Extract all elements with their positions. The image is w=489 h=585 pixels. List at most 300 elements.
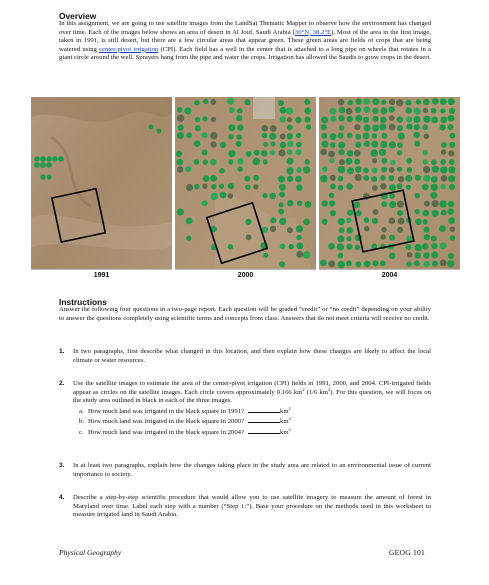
crop-field-circle (424, 134, 430, 140)
crop-field-circle (177, 208, 184, 215)
crop-field-circle (422, 210, 429, 217)
crop-field-circle (363, 117, 369, 123)
unit-label: km (280, 407, 289, 415)
crop-field-circle (237, 124, 244, 131)
crop-field-circle (236, 141, 242, 147)
crop-field-circle (296, 184, 303, 191)
question-1 (59, 348, 431, 365)
crop-field-circle (397, 142, 403, 148)
crop-field-circle (431, 251, 438, 258)
sub-question-c: c. How much land was irrigated in the black square in 2004? $km^2$ (79, 426, 291, 436)
crop-field-circle (398, 218, 405, 225)
crop-field-circle (431, 160, 437, 166)
crop-field-circle (364, 141, 370, 147)
crop-field-circle (389, 106, 395, 112)
crop-field-circle (389, 115, 395, 121)
crop-field-circle (440, 159, 446, 165)
crop-field-circle (416, 99, 421, 104)
crop-field-circle (322, 141, 329, 148)
crop-field-circle (414, 124, 420, 130)
crop-field-circle (178, 125, 184, 131)
crop-field-circle (448, 166, 455, 173)
crop-field-circle (185, 166, 191, 172)
crop-field-circle (406, 107, 413, 114)
crop-field-circle (354, 150, 361, 157)
crop-field-circle (262, 193, 267, 198)
crop-field-circle (432, 210, 439, 217)
crop-field-circle (228, 244, 233, 249)
crop-field-circle (441, 142, 447, 148)
crop-field-circle (296, 133, 301, 138)
crop-field-circle (289, 244, 294, 249)
image-year-label-1991: 1991 (31, 269, 172, 282)
crop-field-circle (347, 116, 353, 122)
satellite-image-1991-graphic (31, 97, 172, 282)
instructions-heading: Instructions (59, 297, 107, 307)
crop-field-circle (186, 184, 193, 191)
crop-field-circle (449, 108, 455, 114)
unit-label: km (280, 428, 289, 436)
crop-field-circle (380, 234, 386, 240)
crop-field-circle (261, 150, 268, 157)
crop-field-circle (407, 167, 413, 173)
crop-field-circle (439, 124, 445, 130)
overview-text-3: (CPI). Each field has a well in the center that is attached to a long pipe on wheels that rotates in a giant circle around the well. Sprayers hang from the pipe and water the crops. Irrigation has allowed the Saudis to grow crops in the desert. (59, 45, 432, 61)
crop-field-circle (397, 167, 402, 172)
crop-field-circle (356, 210, 362, 216)
crop-field-circle (364, 226, 370, 232)
crop-field-circle (363, 133, 370, 140)
crop-field-circle (329, 193, 334, 198)
crop-field-circle (211, 117, 216, 122)
crop-field-circle (363, 175, 369, 181)
crop-field-circle (295, 176, 302, 183)
crop-field-circle (177, 107, 183, 113)
crop-field-circle (448, 98, 455, 105)
crop-field-circle (382, 158, 388, 164)
crop-field-circle (398, 133, 405, 140)
crop-field-circle (380, 175, 386, 181)
crop-field-circle (363, 168, 369, 174)
question-3 (59, 462, 431, 479)
crop-field-circle (330, 175, 336, 181)
crop-field-circle (287, 176, 293, 182)
crop-field-circle (372, 98, 379, 105)
crop-field-circle (262, 133, 268, 139)
question-4 (59, 494, 431, 520)
crop-field-circle (389, 235, 395, 241)
crop-field-circle (422, 125, 428, 131)
crop-field-circle (440, 117, 447, 124)
crop-field-circle (177, 166, 183, 172)
crop-field-circle (389, 253, 395, 259)
crop-field-circle (347, 167, 354, 174)
crop-field-circle (338, 142, 345, 149)
crop-field-circle (202, 116, 207, 121)
crop-field-circle (280, 142, 286, 148)
crop-field-circle (287, 133, 293, 139)
crop-field-circle (296, 251, 303, 258)
crop-field-circle (321, 116, 328, 123)
crop-field-circle (202, 200, 208, 206)
crop-field-circle (389, 201, 396, 208)
crop-field-circle (305, 159, 310, 164)
crop-field-circle (414, 261, 420, 267)
crop-field-circle (228, 134, 233, 139)
crop-field-circle (390, 160, 395, 165)
crop-field-circle (448, 253, 454, 259)
crop-field-circle (406, 244, 412, 250)
crop-field-circle (372, 125, 379, 132)
crop-field-circle (177, 132, 184, 139)
crop-field-circle (448, 201, 455, 208)
crop-field-circle (280, 134, 286, 140)
crop-field-circle (246, 151, 252, 157)
crop-field-circle (422, 243, 429, 250)
crop-field-circle (295, 117, 301, 123)
crop-field-circle (246, 219, 252, 225)
crop-field-circle (406, 100, 412, 106)
crop-field-circle (278, 176, 285, 183)
crop-field-circle (388, 175, 394, 181)
crop-field-circle (195, 117, 200, 122)
crop-field-circle (373, 209, 379, 215)
crop-field-circle (278, 149, 285, 156)
crop-field-circle (423, 175, 430, 182)
crop-field-circle (449, 142, 455, 148)
crop-field-circle (210, 141, 216, 147)
crop-field-circle (449, 184, 455, 190)
crop-field-circle (389, 124, 396, 131)
crop-field-circle (346, 183, 352, 189)
crop-field-circle (279, 261, 285, 267)
crop-field-circle (296, 167, 301, 172)
crop-field-circle (287, 125, 293, 131)
crop-field-circle (210, 175, 217, 182)
crop-field-circle (364, 217, 370, 223)
crop-field-circle (339, 107, 346, 114)
crop-field-circle (280, 244, 286, 250)
crop-field-circle (355, 142, 361, 148)
crop-field-circle (382, 133, 388, 139)
crop-field-circle (184, 107, 191, 114)
coordinates-link[interactable]: 30°N, 38.2°E (294, 28, 332, 36)
question-2 (59, 380, 431, 437)
crop-field-circle (263, 253, 268, 258)
crop-field-circle (339, 227, 345, 233)
crop-field-circle (244, 176, 250, 182)
crop-field-circle (415, 175, 421, 181)
crop-field-circle (279, 184, 286, 191)
crop-field-circle (381, 167, 387, 173)
crop-field-circle (424, 227, 430, 233)
crop-field-circle (287, 200, 293, 206)
crop-field-circle (448, 217, 455, 224)
crop-field-circle (347, 227, 354, 234)
crop-field-circle (219, 168, 225, 174)
crop-field-circle (246, 234, 252, 240)
crop-field-circle (447, 115, 454, 122)
crop-field-circle (355, 134, 361, 140)
unit-label: km (280, 418, 289, 425)
crop-field-circle (322, 166, 328, 172)
crop-field-circle (177, 159, 184, 166)
crop-field-circle (278, 209, 284, 215)
crop-field-circle (303, 166, 310, 173)
crop-field-circle (422, 219, 427, 224)
crop-field-circle (219, 184, 224, 189)
crop-field-circle (338, 99, 345, 106)
crop-field-circle (328, 151, 335, 158)
crop-field-circle (371, 149, 378, 156)
crop-field-circle (346, 236, 351, 241)
image-year-label-2004: 2004 (319, 269, 460, 282)
crop-field-circle (371, 176, 377, 182)
crop-field-circle (244, 99, 250, 105)
crop-field-circle (305, 201, 312, 208)
crop-field-circle (328, 260, 335, 267)
crop-field-circle (397, 150, 402, 155)
crop-field-circle (237, 158, 244, 165)
crop-field-circle (345, 158, 352, 165)
crop-field-circle (422, 184, 429, 191)
footer-course-code: GEOG 101 (389, 548, 425, 557)
crop-field-circle (397, 201, 404, 208)
crop-field-circle (338, 253, 344, 259)
crop-field-circle (287, 158, 294, 165)
crop-field-circle (372, 116, 378, 122)
satellite-image-row (31, 97, 461, 282)
answer-blank[interactable] (248, 427, 280, 434)
crop-field-circle (381, 99, 386, 104)
crop-field-circle (303, 219, 310, 226)
crop-field-circle (220, 192, 227, 199)
crop-field-circle (346, 108, 353, 115)
crop-field-circle (329, 200, 335, 206)
crop-field-circle (270, 125, 277, 132)
crop-field-circle (339, 125, 344, 130)
crop-field-circle (423, 99, 429, 105)
crop-field-circle (389, 99, 395, 105)
answer-blank[interactable] (248, 416, 280, 423)
crop-field-circle (347, 133, 353, 139)
crop-field-circle (381, 227, 386, 232)
question-text: Describe a step-by-step scientific procedure that would allow you to use satellite imagery to measure the amount of forest in Maryland over time. Label each step with a number (“Step 1:”). Base your procedure on the methods used in this worksheet to measure irrigated land in Saudi Arabia. (73, 494, 431, 518)
crop-field-circle (270, 217, 276, 223)
crop-field-circle (228, 183, 234, 189)
crop-field-circle (203, 99, 208, 104)
crop-field-circle (354, 202, 360, 208)
crop-field-circle (430, 192, 437, 199)
crop-field-circle (381, 107, 388, 114)
center-pivot-irrigation-link[interactable]: center-pivot irrigation (99, 45, 159, 53)
crop-field-circle (287, 150, 292, 155)
satellite-image-2004-graphic (319, 97, 460, 282)
crop-field-circle (414, 141, 420, 147)
question-text: In at least two paragraphs, explain how the changes taking place in the study area are related to an environmental issue of current importance to society. (73, 462, 431, 478)
crop-field-circle (450, 235, 456, 241)
crop-field-circle (372, 185, 378, 191)
crop-field-circle (176, 151, 182, 157)
crop-field-circle (227, 98, 234, 105)
crop-field-circle (372, 133, 377, 138)
crop-field-circle (355, 245, 361, 251)
crop-field-circle (330, 210, 336, 216)
crop-field-circle (194, 140, 201, 147)
crop-field-circle (229, 107, 235, 113)
crop-field-circle (270, 141, 275, 146)
crop-field-circle (330, 133, 337, 140)
crop-field-circle (449, 159, 455, 165)
footer-course-name: Physical Geography (59, 548, 122, 557)
crop-field-circle (211, 193, 218, 200)
crop-field-circle (448, 175, 455, 182)
crop-field-circle (337, 244, 344, 251)
crop-field-circle (389, 167, 395, 173)
satellite-image-2004 (319, 97, 460, 282)
instructions-paragraph: Answer the following four questions in a two-page report. Each question will be graded “credit” or “no credit” depending on your ability to answer the questions completely using scientific terms and concepts from class. Answers that do not meet criteria will receive no credit. (59, 306, 431, 322)
crop-field-circle (415, 219, 422, 226)
crop-field-circle (447, 208, 454, 215)
crop-field-circle (263, 142, 268, 147)
crop-field-circle (432, 200, 439, 207)
crop-field-circle (329, 158, 334, 163)
question-text-part: (1/6 km (304, 388, 328, 396)
crop-field-circle (406, 261, 411, 266)
crop-field-circle (263, 159, 268, 164)
crop-field-circle (431, 184, 438, 191)
crop-field-circle (415, 209, 420, 214)
crop-field-circle (279, 218, 286, 225)
crop-field-circle (450, 227, 455, 232)
question-number: 4. (59, 494, 65, 501)
crop-field-circle (423, 159, 428, 164)
crop-field-circle (355, 166, 362, 173)
crop-field-circle (253, 184, 258, 189)
sub-question-letter: a. (79, 407, 84, 415)
crop-field-circle (330, 142, 336, 148)
crop-field-circle (406, 185, 411, 190)
overview-text-1: In this assignment, we are going to use satellite images from the LandSat Thematic Mapper to observe how the environment has changed over time. Each of the images below shows an area of desert in Al Jouf, Saudi Arabia ( (59, 20, 431, 36)
crop-field-circle (203, 159, 208, 164)
sub-question-b: b. How much land was irrigated in the black square in 2000? $km^2$ (79, 415, 291, 425)
crop-field-circle (210, 132, 217, 139)
crop-field-circle (202, 132, 208, 138)
crop-field-circle (397, 125, 403, 131)
crop-field-circle (440, 166, 447, 173)
crop-field-circle (286, 167, 293, 174)
crop-field-circle (440, 184, 445, 189)
crop-field-circle (407, 252, 413, 258)
crop-field-circle (320, 260, 327, 267)
crop-field-circle (424, 234, 430, 240)
crop-field-circle (448, 124, 454, 130)
crop-field-circle (346, 218, 351, 223)
crop-field-circle (364, 261, 371, 268)
crop-field-circle (202, 150, 208, 156)
crop-field-circle (396, 99, 403, 106)
crop-field-circle (253, 158, 260, 165)
crop-field-circle (296, 242, 303, 249)
overview-paragraph (59, 20, 431, 63)
crop-field-circle (405, 175, 412, 182)
crop-field-circle (441, 175, 448, 182)
crop-field-circle (220, 142, 226, 148)
crop-field-circle (414, 244, 421, 251)
crop-field-circle (423, 166, 430, 173)
crop-field-circle (424, 261, 430, 267)
crop-field-circle (262, 125, 269, 132)
crop-field-circle (287, 227, 293, 233)
crop-field-circle (372, 158, 377, 163)
crop-field-circle (338, 149, 344, 155)
crop-field-circle (278, 100, 284, 106)
sub-question-a: a. How much land was irrigated in the black square in 1991? $km^2$ (79, 405, 291, 415)
crop-field-circle (211, 99, 217, 105)
crop-field-circle (432, 166, 439, 173)
crop-field-circle (397, 227, 403, 233)
sub-question-text: How much land was irrigated in the black square in 2004? (88, 428, 244, 436)
crop-field-circle (354, 124, 360, 130)
crop-field-circle (432, 98, 439, 105)
crop-field-circle (269, 193, 276, 200)
crop-field-circle (338, 166, 345, 173)
crop-field-circle (186, 132, 192, 138)
crop-field-circle (450, 133, 456, 139)
crop-field-circle (379, 149, 386, 156)
crop-field-circle (414, 108, 421, 115)
crop-field-circle (296, 142, 302, 148)
crop-field-circle (228, 124, 235, 131)
question-number: 3. (59, 462, 65, 469)
crop-field-circle (431, 117, 438, 124)
crop-field-circle (354, 159, 360, 165)
crop-field-circle (228, 150, 235, 157)
crop-field-circle (202, 184, 207, 189)
crop-field-circle (413, 132, 420, 139)
crop-field-circle (270, 150, 275, 155)
question-text: In two paragraphs, first describe what changed in this location, and then explain how these changes are likely to affect the local climate or water resources. (73, 348, 431, 364)
sub-question-text: How much land was irrigated in the black square in 2000? (88, 418, 244, 425)
crop-field-circle (194, 100, 200, 106)
question-text-part: ). For this question, we will focus on the study area outlined in black in each of the three images. (73, 388, 431, 404)
crop-field-circle (380, 117, 386, 123)
crop-field-circle (211, 184, 216, 189)
answer-blank[interactable] (248, 406, 280, 413)
crop-field-circle (320, 175, 327, 182)
sub-question-letter: c. (79, 428, 84, 436)
crop-field-circle (195, 125, 201, 131)
crop-field-circle (364, 125, 371, 132)
sub-question-letter: b. (79, 418, 85, 425)
crop-field-circle (431, 108, 437, 114)
crop-field-circle (346, 244, 352, 250)
crop-field-circle (228, 159, 233, 164)
crop-field-circle (415, 193, 421, 199)
crop-field-circle (346, 260, 352, 266)
crop-field-circle (253, 175, 259, 181)
crop-field-circle (329, 108, 336, 115)
crop-field-circle (338, 176, 344, 182)
crop-field-circle (356, 261, 362, 267)
crop-field-circle (304, 99, 310, 105)
crop-field-circle (321, 133, 327, 139)
crop-field-circle (203, 175, 210, 182)
crop-field-circle (381, 201, 387, 207)
crop-field-circle (441, 210, 447, 216)
crop-field-circle (431, 236, 437, 242)
overview-heading: Overview (59, 11, 97, 21)
